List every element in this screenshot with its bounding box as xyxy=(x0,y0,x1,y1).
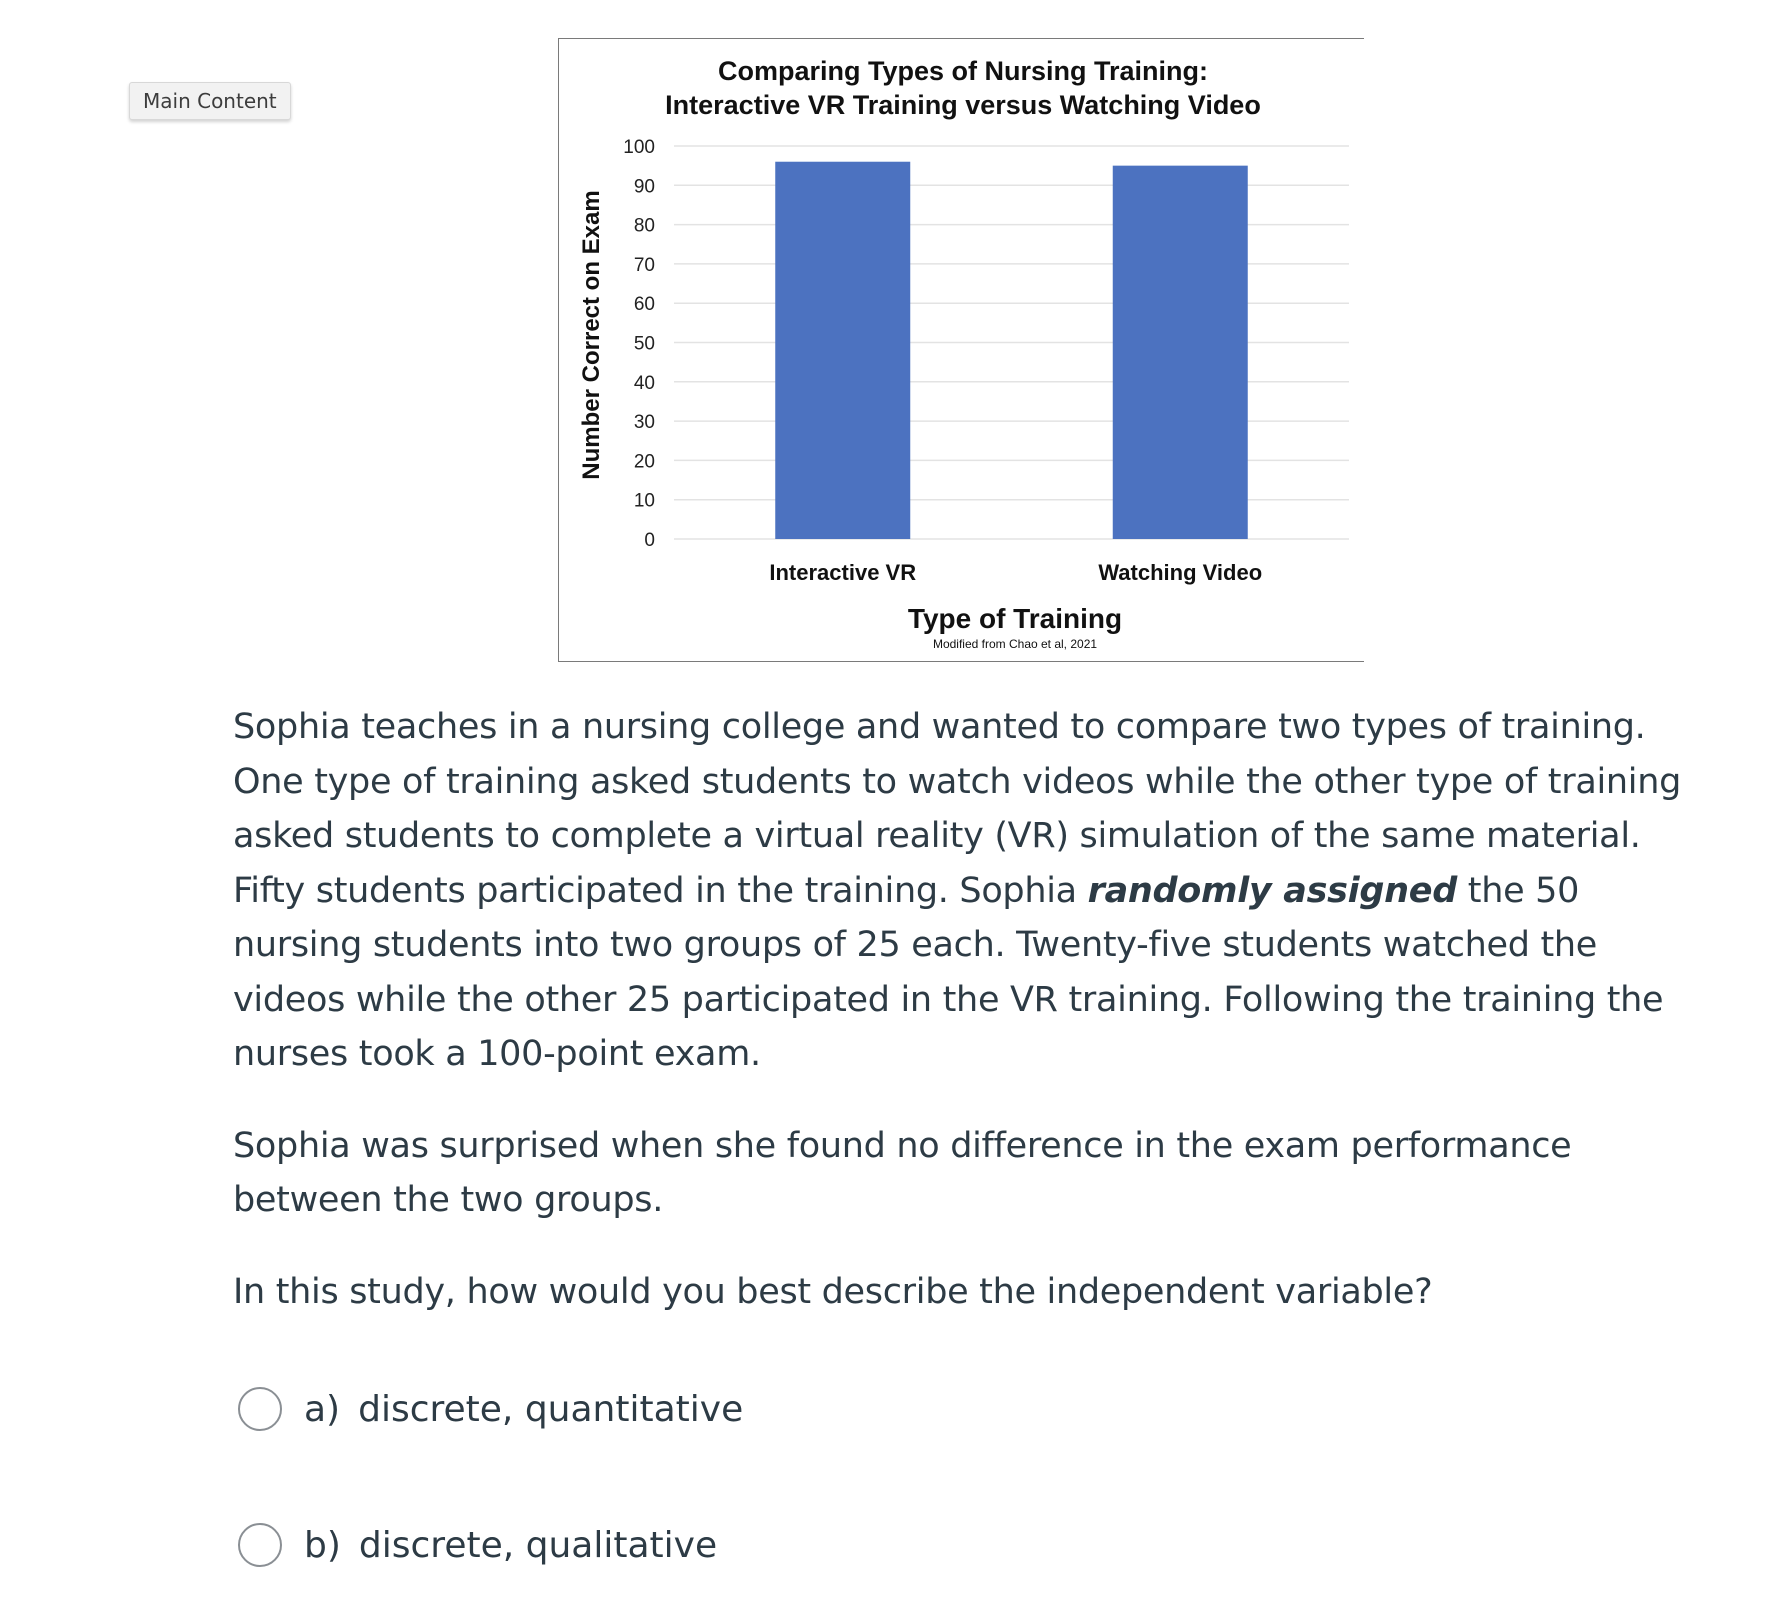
chart-title-line2: Interactive VR Training versus Watching Video xyxy=(665,90,1261,120)
chart-title-line1: Comparing Types of Nursing Training: xyxy=(717,56,1209,86)
question-paragraph-2: Sophia was surprised when she found no difference in the exam performance between the two groups. xyxy=(233,1125,1572,1220)
bar-watching-video xyxy=(1113,166,1248,539)
question-paragraph-1-part2: the 50 nursing students into two groups of 25 each. Twenty-five students watched the videos while the other 25 participated in the VR training. Following the training the nurses took a 100-point exam. xyxy=(233,870,1664,1074)
y-tick-label: 60 xyxy=(633,294,655,316)
y-tick-label: 0 xyxy=(644,530,655,551)
answer-a-radio[interactable] xyxy=(238,1387,282,1431)
answer-b-text: discrete, qualitative xyxy=(358,1524,718,1566)
answer-option-b[interactable] xyxy=(238,1523,717,1567)
question-paragraph-1 xyxy=(233,700,1703,1082)
main-content-skip-link[interactable]: Main Content xyxy=(129,82,291,120)
y-tick-label: 80 xyxy=(633,215,655,237)
answer-b-letter: b) xyxy=(304,1524,341,1566)
answer-b-radio[interactable] xyxy=(238,1523,282,1567)
answer-option-a[interactable] xyxy=(238,1387,743,1431)
y-tick-label: 20 xyxy=(633,451,655,473)
answer-a-letter: a) xyxy=(304,1388,341,1430)
y-tick-label: 70 xyxy=(633,254,655,276)
y-tick-label: 40 xyxy=(633,372,655,394)
bar-chart xyxy=(558,38,1364,662)
chart-canvas xyxy=(559,39,1365,661)
question-paragraph-1-part1: Sophia teaches in a nursing college and wanted to compare two types of training. One type of training asked students to watch videos while the other type of training asked students to complete a virtual reality (VR) simulation of the same material. Fifty students participated in the training. Sophia xyxy=(233,707,1681,911)
answer-a-text: discrete, quantitative xyxy=(358,1388,744,1430)
y-axis-label: Number Correct on Exam xyxy=(578,190,605,480)
y-tick-label: 30 xyxy=(633,412,655,434)
y-tick-label: 90 xyxy=(633,176,655,198)
question-text xyxy=(233,700,1703,1319)
bar-interactive-vr xyxy=(775,162,910,539)
chart-credit: Modified from Chao et al, 2021 xyxy=(932,637,1098,651)
question-emphasis: randomly assigned xyxy=(1087,870,1457,911)
question-prompt: In this study, how would you best describe the independent variable? xyxy=(233,1271,1433,1312)
y-tick-label: 100 xyxy=(623,137,655,158)
y-tick-label: 10 xyxy=(633,490,655,512)
x-category-label: Interactive VR xyxy=(769,560,917,585)
x-category-label: Watching Video xyxy=(1098,560,1263,585)
y-tick-label: 50 xyxy=(633,333,655,355)
x-axis-label: Type of Training xyxy=(907,603,1123,634)
